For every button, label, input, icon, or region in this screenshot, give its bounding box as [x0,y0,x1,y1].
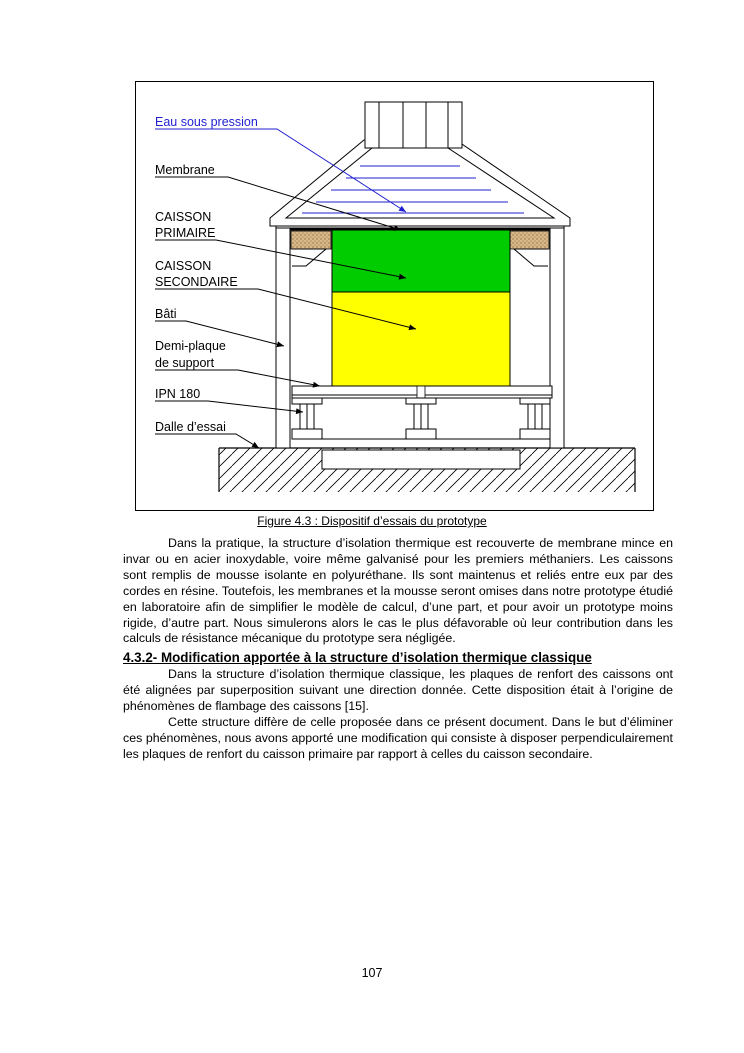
bracket-right [514,249,548,266]
caisson-secondaire [332,292,510,386]
page-number: 107 [361,966,383,980]
label-caisson-primaire-1: CAISSON [155,210,212,224]
paragraph-1: Dans la pratique, la structure d’isolation thermique est recouverte de membrane mince en invar ou en acier inoxydable, voire même galvanisé pour les premiers méthaniers. Les caissons sont remplis de mousse isolante en polyuréthane. Ils sont maintenus et reliés entre eux par des cordes en résine. Toutefois, les membranes et la mousse seront omises dans notre prototype étudié en laboratoire afin de simplifier le modèle de calcul, d’une part, et pour avoir un prototype moins rigide, d’autre part. Nous simulerons alors le cas le plus défavorable où leur contribution dans les calculs de résistance mécanique du prototype sera négligée. [123,536,673,646]
label-demi-plaque-1: Demi-plaque [155,339,226,353]
label-membrane: Membrane [155,163,215,177]
cork-left [291,231,331,249]
label-caisson-secondaire-2: SECONDAIRE [155,275,238,289]
label-ipn-180: IPN 180 [155,387,201,401]
figure-caption: Figure 4.3 : Dispositif d’essais du prototype [257,514,487,528]
body-text [123,536,673,763]
dalle-slab [219,448,635,492]
label-eau-sous-pression: Eau sous pression [155,115,258,129]
caisson-primaire [332,230,510,292]
ipn-beams [292,398,550,439]
paragraph-3: Cette structure diffère de celle proposée dans ce présent document. Dans le but d’éliminer ces phénomènes, nous avons apporté une modification qui consiste à disposer perpendiculairement les plaques de renfort du caisson primaire par rapport à celles du caisson secondaire. [123,715,673,761]
label-bati: Bâti [155,307,177,321]
pressure-hood [270,102,570,226]
paragraph-2: Dans la structure d’isolation thermique classique, les plaques de renfort des caissons ont été alignées par superposition suivant une direction donnée. Cette disposition était à l’origine de phénomènes de flambage des caissons [15]. [123,667,673,714]
section-heading: 4.3.2- Modification apportée à la structure d’isolation thermique classique [123,650,592,666]
cork-right [509,231,549,249]
label-caisson-primaire-2: PRIMAIRE [155,226,216,240]
demi-plaque-support [292,386,552,398]
label-caisson-secondaire-1: CAISSON [155,259,212,273]
bracket-left [292,249,326,266]
test-rig-diagram [136,82,655,512]
label-demi-plaque-2: de support [155,356,215,370]
label-dalle-essai: Dalle d’essai [155,420,226,434]
figure-frame [135,81,654,511]
